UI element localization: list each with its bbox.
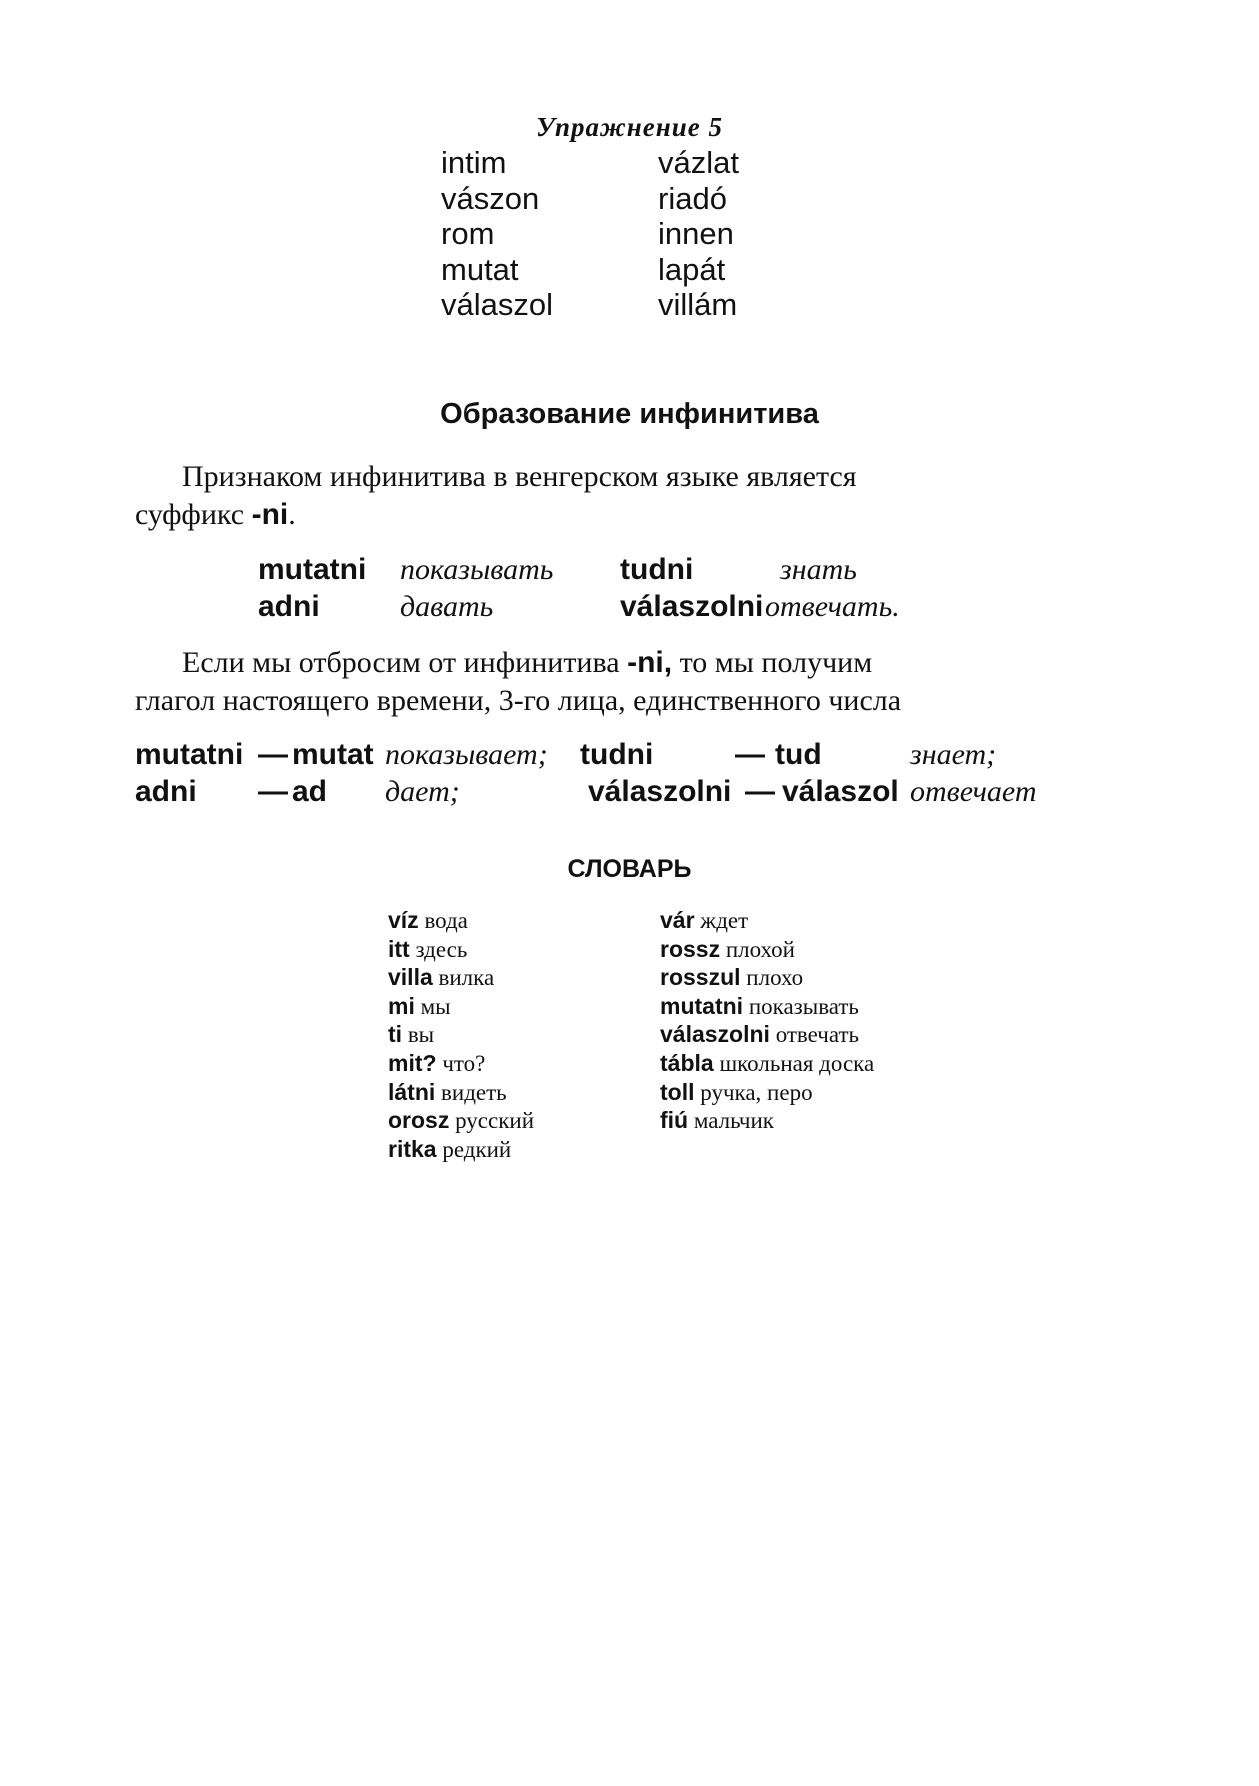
vocab-word: villa (388, 964, 433, 991)
paragraph-1-line-2 (135, 496, 296, 533)
word: vászon (441, 180, 540, 216)
vocab-entry (660, 1049, 874, 1078)
vocab-meaning: видеть (441, 1079, 507, 1105)
vocab-meaning: вы (407, 1022, 435, 1048)
word: villám (658, 287, 738, 322)
example-row (258, 553, 366, 587)
stem: tud (775, 738, 822, 771)
text: то мы получим (679, 646, 873, 679)
suffix: -ni, (627, 646, 673, 679)
hungarian-word: adni (258, 590, 320, 623)
stem: válaszol (782, 775, 899, 808)
vocab-entry (660, 992, 874, 1021)
word-column-right (658, 145, 739, 323)
vocab-entry (660, 1020, 874, 1049)
infinitive: tudni (580, 738, 654, 771)
word: vázlat (658, 145, 739, 180)
vocab-meaning: русский (455, 1108, 534, 1134)
vocab-entry (388, 1049, 534, 1078)
vocab-meaning: вода (424, 908, 468, 933)
hungarian-word: tudni (620, 553, 694, 586)
vocab-meaning: отвечать (775, 1022, 860, 1048)
russian-translation: показывать (400, 553, 554, 586)
infinitive: mutatni (135, 738, 244, 771)
vocab-word: rosszul (660, 964, 741, 991)
vocab-meaning: редкий (442, 1136, 512, 1162)
vocab-word: vár (660, 907, 695, 933)
word-column-left (441, 145, 553, 323)
infinitive: adni (135, 775, 197, 808)
vocab-entry (660, 935, 874, 964)
word: intim (441, 145, 507, 180)
hungarian-word: válaszolni (620, 590, 764, 623)
word: válaszol (441, 287, 553, 322)
russian-translation: давать (400, 590, 494, 623)
vocab-meaning: ручка, перо (700, 1079, 813, 1105)
word: rom (441, 216, 495, 251)
vocab-word: víz (388, 907, 419, 933)
vocab-word: ritka (388, 1135, 437, 1162)
vocab-entry (388, 992, 534, 1021)
vocab-entry (388, 1106, 534, 1135)
paragraph-2-line-1 (182, 644, 872, 681)
section-heading: Образование инфинитива (440, 398, 819, 430)
vocab-meaning: плохой (725, 936, 795, 962)
vocab-word: toll (660, 1078, 695, 1105)
vocab-meaning: ждет (700, 908, 749, 933)
word: riadó (658, 180, 727, 216)
vocabulary-column-right (660, 906, 874, 1135)
vocab-word: válaszolni (660, 1021, 770, 1048)
vocab-word: orosz (388, 1107, 450, 1134)
vocab-entry (388, 1135, 534, 1164)
russian-translation: дает; (385, 775, 460, 808)
vocab-entry (388, 1078, 534, 1107)
text: Если мы отбросим от инфинитива (182, 646, 620, 679)
vocab-word: mit? (388, 1049, 437, 1076)
vocab-meaning: плохо (746, 965, 804, 991)
word: innen (658, 216, 734, 251)
vocab-meaning: мы (420, 993, 451, 1019)
russian-translation: отвечать. (765, 590, 900, 623)
stem: ad (292, 775, 328, 808)
vocabulary-heading: СЛОВАРЬ (567, 855, 692, 883)
vocab-word: rossz (660, 935, 721, 962)
infinitive: válaszolni (588, 775, 732, 808)
paragraph-2-line-2: глагол настоящего времени, 3-го лица, единственного числа (135, 684, 902, 717)
dash: — (735, 738, 765, 771)
vocab-meaning: что? (442, 1050, 486, 1076)
suffix: -ni (251, 498, 289, 531)
vocab-entry (388, 935, 534, 964)
vocab-meaning: школьная доска (719, 1050, 875, 1076)
vocab-word: mi (388, 992, 415, 1019)
vocab-word: ti (388, 1021, 403, 1048)
word: mutat (441, 251, 519, 287)
vocab-meaning: вилка (438, 965, 495, 991)
vocab-word: tábla (660, 1049, 714, 1076)
hungarian-word: mutatni (258, 553, 367, 586)
exercise-title: Упражнение 5 (536, 112, 723, 142)
vocab-word: itt (388, 935, 410, 962)
vocab-meaning: мальчик (693, 1108, 774, 1134)
russian-translation: показывает; (385, 738, 548, 771)
vocab-entry (660, 906, 874, 935)
vocab-word: fiú (660, 1107, 689, 1134)
dash: — (258, 738, 288, 771)
vocab-entry (660, 1078, 874, 1107)
text: суффикс (135, 498, 245, 531)
word: lapát (658, 251, 726, 287)
stem: mutat (292, 738, 374, 771)
punct: . (288, 498, 296, 531)
vocab-entry (388, 1020, 534, 1049)
vocab-entry (660, 1106, 874, 1135)
vocab-meaning: здесь (415, 936, 468, 962)
russian-translation: отвечает (910, 775, 1037, 808)
vocabulary-column-left (388, 906, 534, 1163)
russian-translation: знать (780, 553, 857, 586)
russian-translation: знает; (910, 738, 997, 771)
dash: — (745, 775, 775, 808)
paragraph-1-line-1: Признаком инфинитива в венгерском языке является (182, 460, 857, 493)
vocab-entry (388, 963, 534, 992)
vocab-word: mutatni (660, 992, 744, 1019)
vocab-entry (388, 906, 534, 935)
vocab-word: látni (388, 1078, 436, 1105)
vocab-entry (660, 963, 874, 992)
vocab-meaning: показывать (748, 993, 859, 1019)
dash: — (258, 775, 288, 808)
